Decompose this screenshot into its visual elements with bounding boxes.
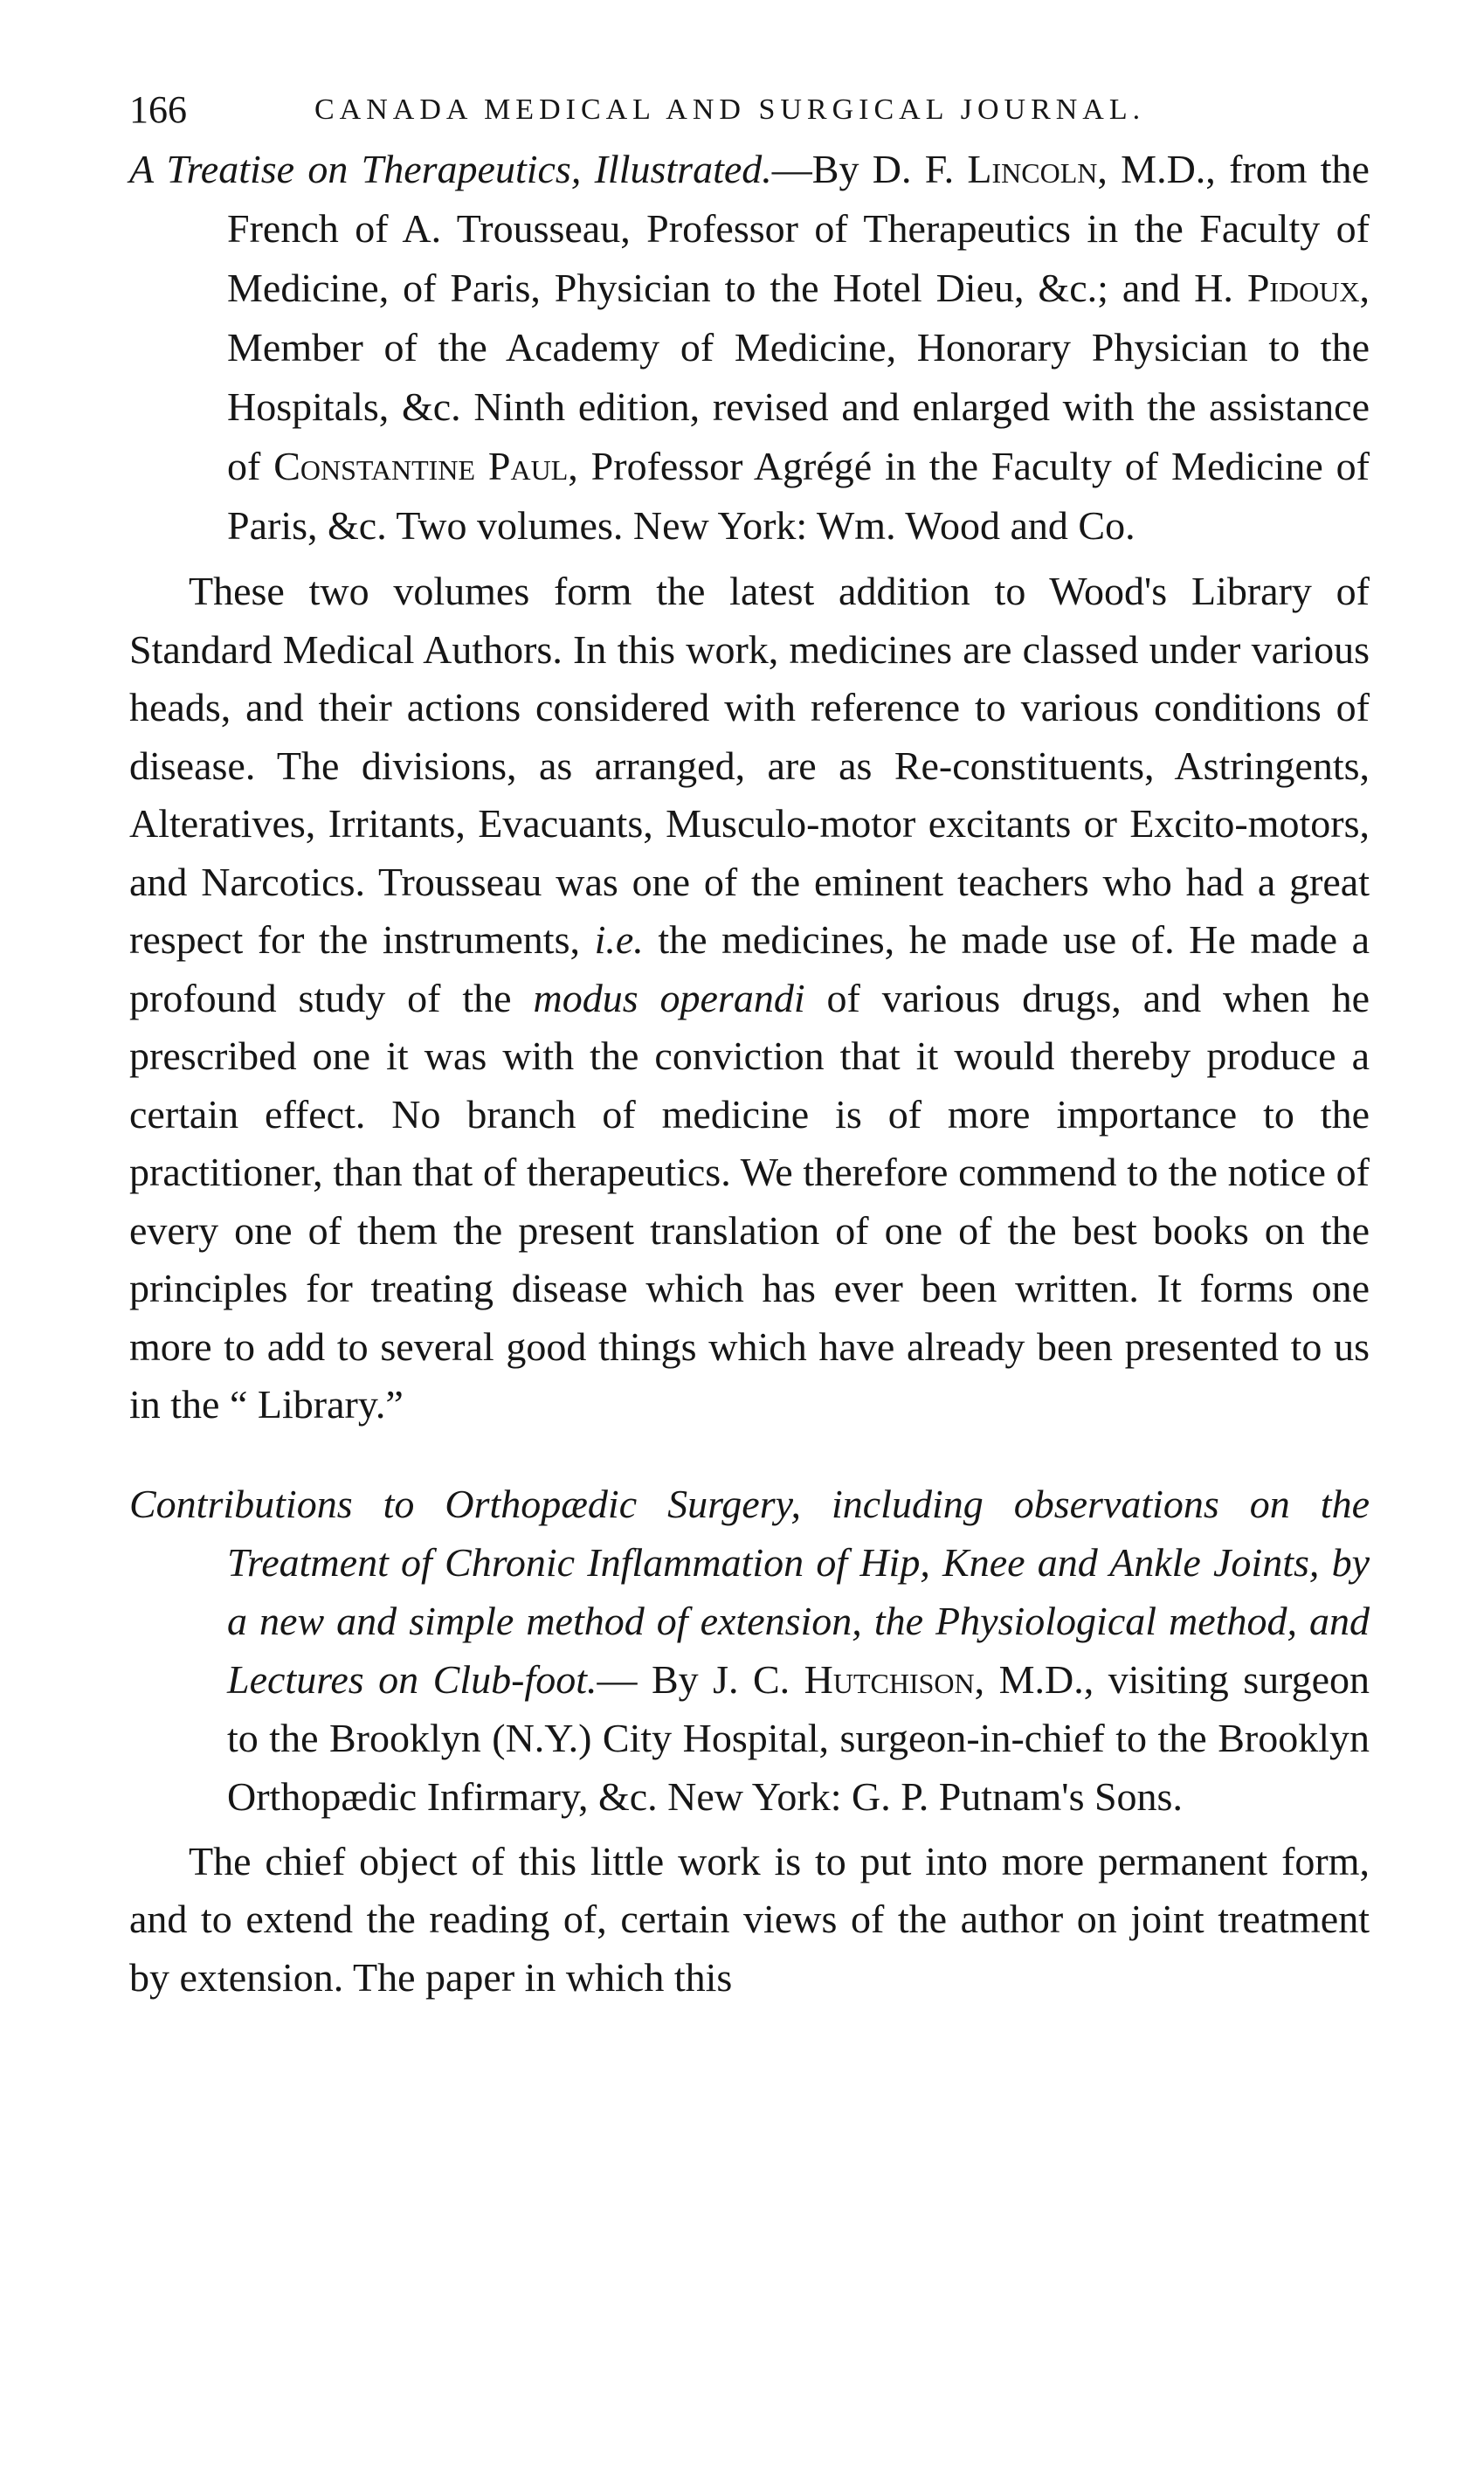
entry-2-title: Contributions to Orthopædic Surgery, including observations on the Treatment of Chronic Inflammation of Hip, Knee and Ankle Joints, by a new and simple method of extension, the Physiological method, and Lectures on Club-foot. — [129, 1481, 1370, 1702]
journal-title: CANADA MEDICAL AND SURGICAL JOURNAL. — [314, 93, 1146, 126]
entry-1-details-1: , M.D., from the French of A. Trousseau, Professor of Therapeutics in the Faculty of Medicine, of Paris, Physician to the Hotel Dieu, &c.; and H. — [227, 147, 1370, 310]
entry-1-details-3: , Professor Agrégé in the Faculty of Medicine of Paris, &c. Two volumes. New York: Wm. Wood and Co. — [227, 444, 1370, 548]
entry-1-review-part-3: of various drugs, and when he prescribed one it was with the conviction that it would thereby produce a certain effect. No branch of medicine is of more importance to the practitioner, than that of therapeutics. We therefore commend to the notice of every one of them the present translation of one of the best books on the principles for treating disease which has ever been written. It forms one more to add to several good things which have already been presented to us in the “ Library.” — [129, 975, 1370, 1427]
entry-1-author-lincoln: Lincoln — [967, 147, 1098, 191]
entry-2-heading — [129, 1475, 1370, 1826]
entry-1-author-pidoux: Pidoux — [1246, 266, 1360, 310]
page-body — [129, 140, 1370, 2007]
running-head — [129, 84, 1370, 136]
entry-2-review: The chief object of this little work is to put into more permanent form, and to extend the reading of, certain views of the author on joint treatment by extension. The paper in which this — [129, 1838, 1370, 2000]
entry-1-review-modus: modus operandi — [533, 975, 805, 1020]
entry-2-author-hutchison: Hutchison — [804, 1656, 975, 1702]
section-gap — [129, 1434, 1370, 1475]
entry-1-review — [129, 563, 1370, 1434]
entry-1-title: A Treatise on Therapeutics, Illustrated. — [129, 147, 772, 191]
entry-1-review-ie: i.e. — [594, 917, 644, 962]
entry-1-details-2: , Member of the Academy of Medicine, Honorary Physician to the Hospitals, &c. Ninth edition, revised and enlarged with the assistance of — [227, 266, 1370, 488]
entry-1-author-paul: Constantine Paul — [273, 444, 569, 488]
entry-1-heading — [129, 140, 1370, 556]
page-number: 166 — [129, 88, 187, 131]
entry-2-details: , M.D., visiting surgeon to the Brooklyn (N.Y.) City Hospital, surgeon-in-chief to the Brooklyn Orthopædic Infirmary, &c. New York: G. P. Putnam's Sons. — [227, 1656, 1370, 1819]
entry-2-by: — By J. C. — [597, 1656, 804, 1702]
entry-1-review-part-2: the medicines, he made use of. He made a profound study of the — [129, 917, 1370, 1020]
entry-1-by: —By D. F. — [771, 147, 968, 191]
entry-1-review-part-1: These two volumes form the latest addition to Wood's Library of Standard Medical Authors. In this work, medicines are classed under various heads, and their actions considered with reference to various conditions of disease. The divisions, as arranged, are as Re-constituents, Astringents, Alteratives, Irritants, Evacuants, Musculo-motor excitants or Excito-motors, and Narcotics. Trousseau was one of the eminent teachers who had a great respect for the instruments, — [129, 569, 1370, 962]
